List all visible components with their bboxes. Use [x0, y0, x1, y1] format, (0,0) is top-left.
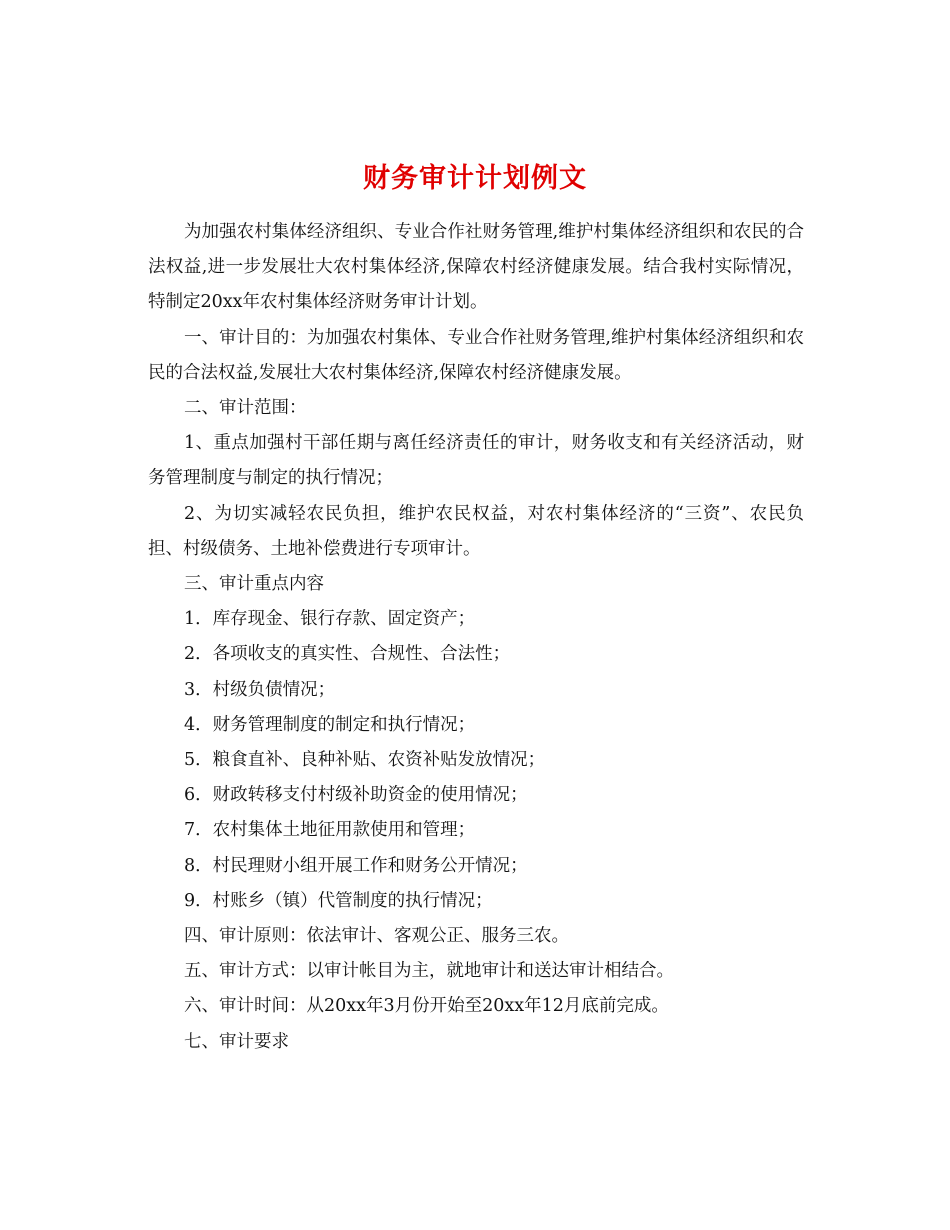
paragraph: 3．村级负债情况；: [184, 679, 336, 700]
paragraph: 2、为切实减轻农民负担，维护农民权益，对农村集体经济的“三资”、农民负担、村级债务、土地补偿费进行专项审计。: [148, 503, 804, 559]
document-body: [148, 215, 804, 1060]
paragraph: 6．财政转移支付村级补助资金的使用情况；: [184, 785, 528, 806]
paragraph: 7．农村集体土地征用款使用和管理；: [184, 820, 476, 841]
paragraph: 二、审计范围：: [184, 398, 307, 419]
paragraph: 2．各项收支的真实性、合规性、合法性；: [184, 644, 511, 665]
paragraph: 4．财务管理制度的制定和执行情况；: [184, 714, 476, 735]
paragraph: 六、审计时间：从20xx年3月份开始至20xx年12月底前完成。: [184, 996, 669, 1017]
paragraph: 三、审计重点内容: [184, 574, 324, 595]
paragraph: 一、审计目的：为加强农村集体、专业合作社财务管理,维护村集体经济组织和农民的合法权益,发展壮大农村集体经济,保障农村经济健康发展。: [148, 327, 804, 383]
paragraph: 七、审计要求: [184, 1031, 289, 1052]
paragraph: 1．库存现金、银行存款、固定资产；: [184, 609, 476, 630]
paragraph: 5．粮食直补、良种补贴、农资补贴发放情况；: [184, 750, 546, 771]
paragraph: 四、审计原则：依法审计、客观公正、服务三农。: [184, 926, 569, 947]
paragraph: 五、审计方式：以审计帐目为主，就地审计和送达审计相结合。: [184, 961, 674, 982]
paragraph: 1、重点加强村干部任期与离任经济责任的审计，财务收支和有关经济活动，财务管理制度与制定的执行情况；: [148, 433, 804, 489]
paragraph: 9．村账乡（镇）代管制度的执行情况；: [184, 890, 493, 911]
page-title: 财务审计计划例文: [363, 163, 587, 195]
paragraph: 为加强农村集体经济组织、专业合作社财务管理,维护村集体经济组织和农民的合法权益,进一步发展壮大农村集体经济,保障农村经济健康发展。结合我村实际情况，特制定20xx年农村集体经济财务审计计划。: [148, 222, 804, 313]
paragraph: 8．村民理财小组开展工作和财务公开情况；: [184, 855, 528, 876]
